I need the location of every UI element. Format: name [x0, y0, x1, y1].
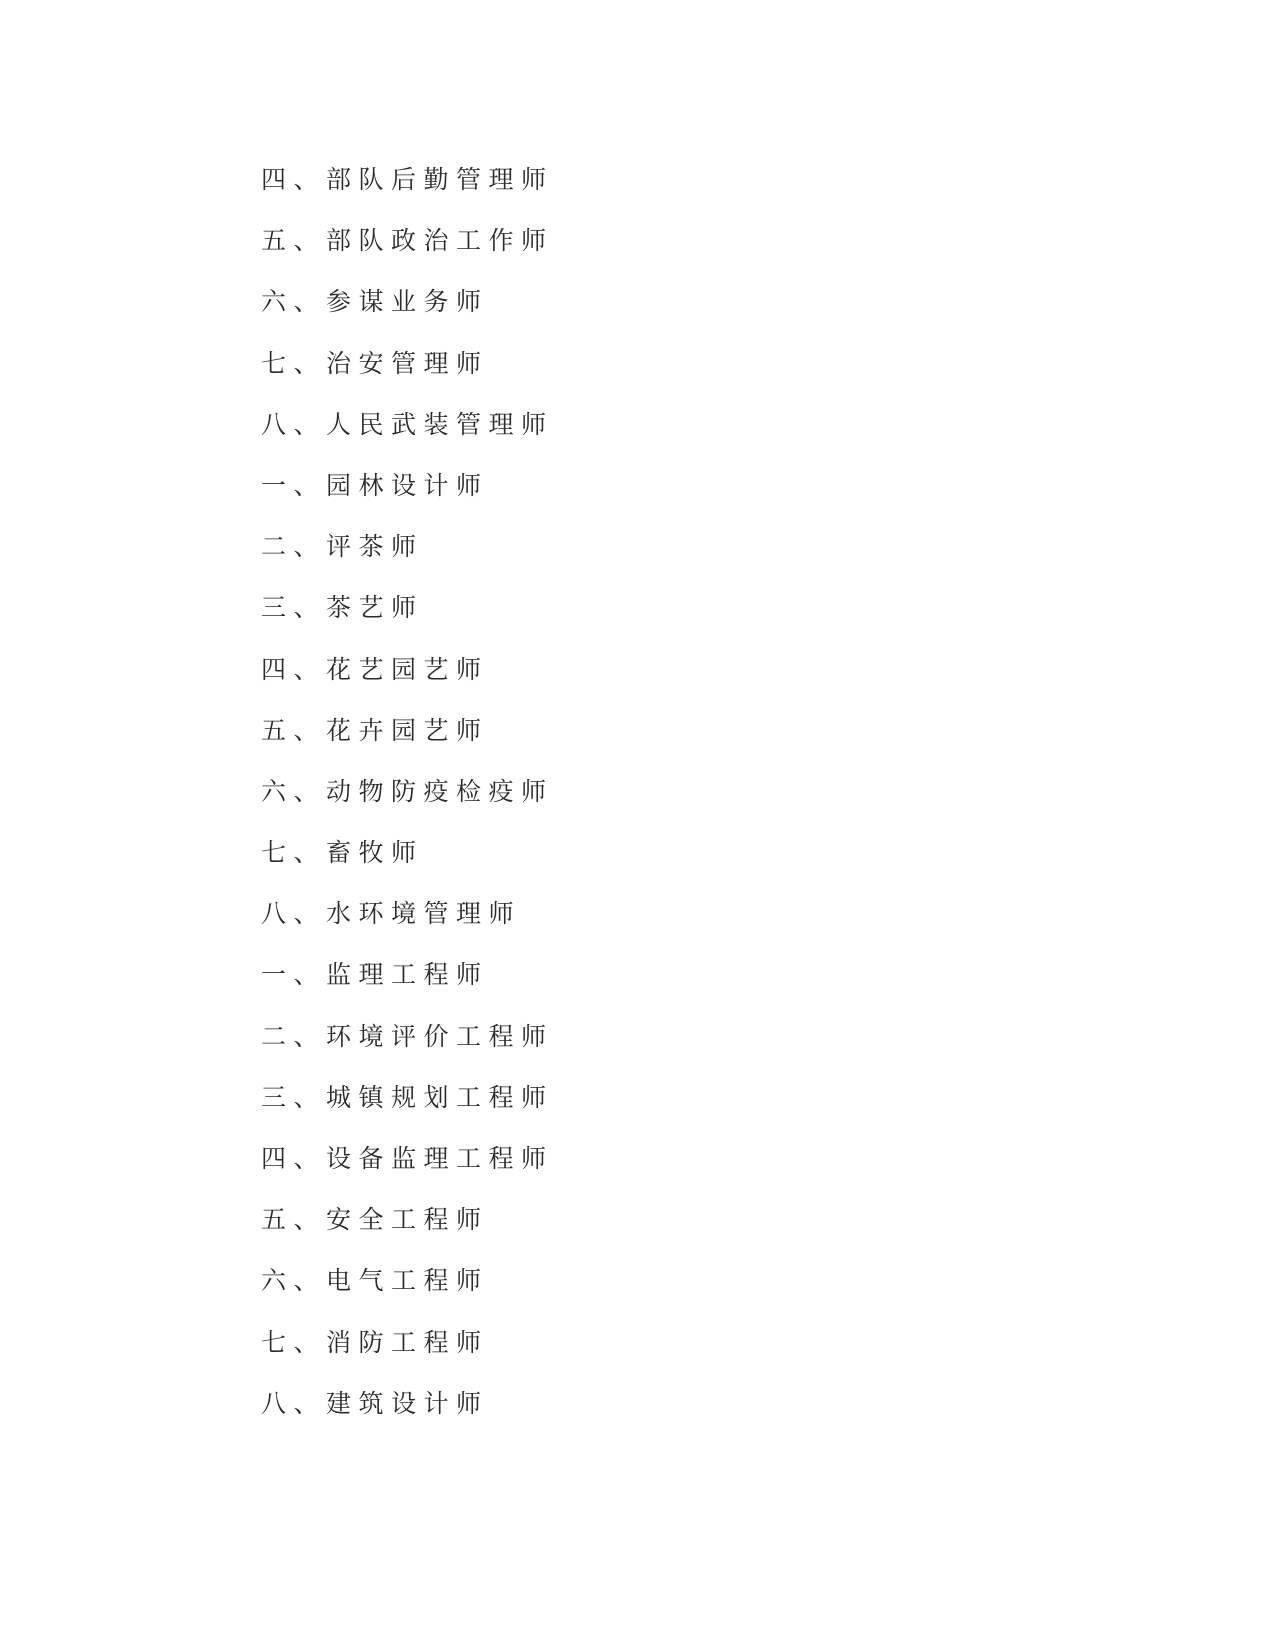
list-item: 三、城镇规划工程师 [261, 1082, 554, 1112]
list-item: 二、评茶师 [261, 532, 424, 562]
list-item: 六、动物防疫检疫师 [261, 776, 554, 806]
list-item: 六、参谋业务师 [261, 287, 489, 317]
profession-list [261, 166, 554, 1451]
list-item: 七、畜牧师 [261, 838, 424, 868]
list-item: 四、部队后勤管理师 [261, 165, 554, 194]
list-item: 五、安全工程师 [261, 1205, 489, 1235]
list-item: 六、电气工程师 [261, 1266, 489, 1296]
list-item: 四、花艺园艺师 [261, 654, 489, 684]
list-item: 一、监理工程师 [261, 960, 489, 990]
list-item: 二、环境评价工程师 [261, 1021, 554, 1051]
list-item: 七、消防工程师 [261, 1327, 489, 1357]
list-item: 五、部队政治工作师 [261, 226, 554, 256]
list-item: 八、水环境管理师 [261, 899, 522, 929]
list-item: 八、人民武装管理师 [261, 409, 554, 439]
list-item: 三、茶艺师 [261, 593, 424, 623]
list-item: 八、建筑设计师 [261, 1388, 489, 1418]
list-item: 四、设备监理工程师 [261, 1144, 554, 1173]
list-item: 五、花卉园艺师 [261, 715, 489, 745]
list-item: 七、治安管理师 [261, 348, 489, 378]
list-item: 一、园林设计师 [261, 470, 489, 500]
